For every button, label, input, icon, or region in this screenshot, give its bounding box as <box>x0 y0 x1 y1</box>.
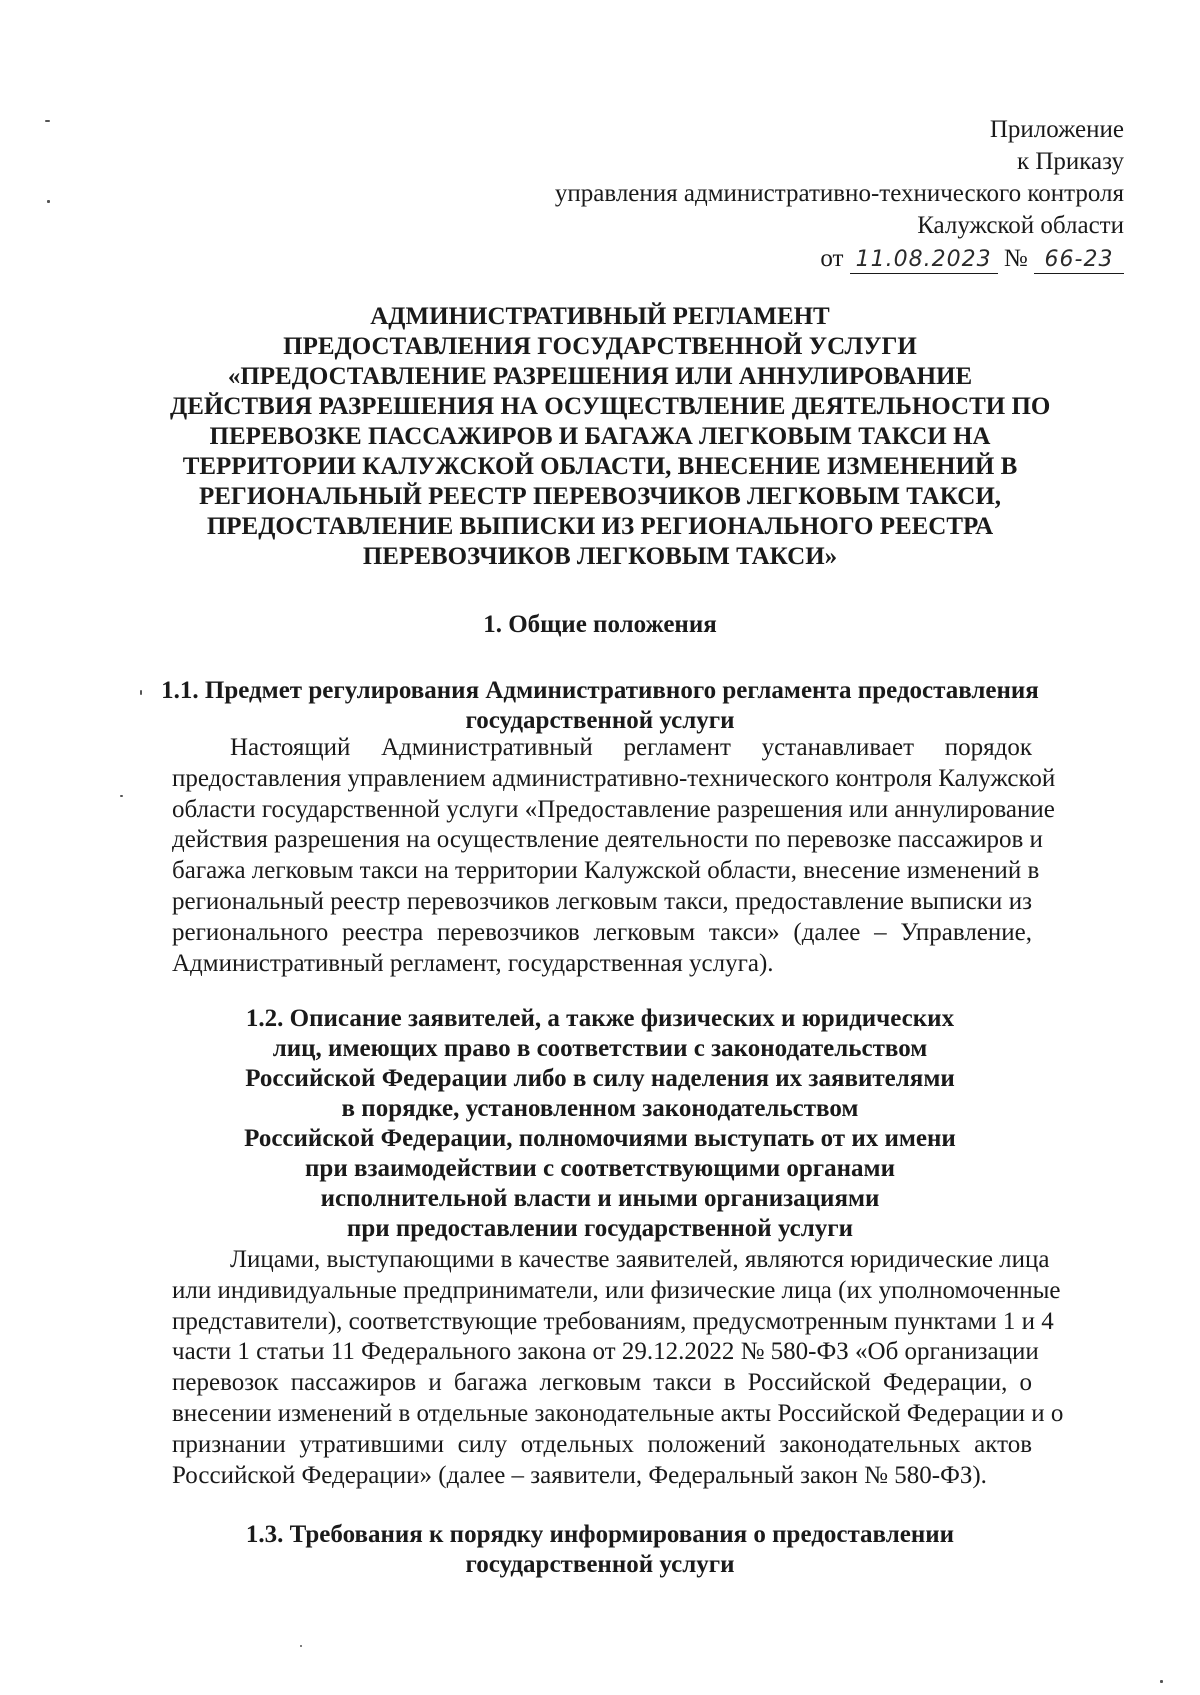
title-line: РЕГИОНАЛЬНЫЙ РЕЕСТР ПЕРЕВОЗЧИКОВ ЛЕГКОВЫМ ТАКСИ, <box>198 483 1002 510</box>
section-heading-line: лиц, имеющих право в соответствии с законодательством <box>272 1035 928 1062</box>
title-line: ПРЕДОСТАВЛЕНИЯ ГОСУДАРСТВЕННОЙ УСЛУГИ <box>283 333 917 360</box>
title-line: «ПРЕДОСТАВЛЕНИЕ РАЗРЕШЕНИЯ ИЛИ АННУЛИРОВАНИЕ <box>227 363 973 390</box>
paragraph-line: или индивидуальные предприниматели, или физические лица (их уполномоченные <box>172 1276 1061 1304</box>
appendix-line: Приложение <box>989 116 1124 143</box>
paragraph-line: представители), соответствующие требованиям, предусмотренным пунктами 1 и 4 <box>172 1307 1054 1335</box>
scan-speck <box>45 120 50 122</box>
appendix-line: управления административно-технического контроля <box>554 180 1124 207</box>
appendix-line: к Приказу <box>1016 148 1124 175</box>
appendix-date-line <box>555 243 1124 275</box>
section-heading-line: Российской Федерации либо в силу наделения их заявителями <box>245 1065 955 1092</box>
appendix-header <box>555 114 1124 275</box>
scan-speck <box>140 690 142 695</box>
paragraph-line: области государственной услуги «Предоставление разрешения или аннулирование <box>172 795 1055 823</box>
paragraph-line: действия разрешения на осуществление деятельности по перевозке пассажиров и <box>172 826 1043 854</box>
scan-speck <box>120 795 123 797</box>
section-heading-line: при предоставлении государственной услуги <box>346 1215 854 1242</box>
paragraph-line: Российской Федерации» (далее – заявители, Федеральный закон № 580-ФЗ). <box>172 1461 987 1489</box>
section-heading-line: 1.2. Описание заявителей, а также физических и юридических <box>245 1005 955 1032</box>
title-line: АДМИНИСТРАТИВНЫЙ РЕГЛАМЕНТ <box>370 303 830 330</box>
paragraph-line: внесении изменений в отдельные законодательные акты Российской Федерации и о <box>172 1399 1064 1427</box>
scan-speck <box>47 200 50 203</box>
paragraph-line: Настоящий Административный регламент устанавливает порядок <box>230 734 1032 761</box>
paragraph-line: предоставления управлением административно-технического контроля Калужской <box>172 764 1056 792</box>
section-1-3-heading <box>170 1520 1030 1580</box>
section-heading-line: 1.1. Предмет регулирования Административного регламента предоставления <box>161 677 1039 704</box>
paragraph-line: регионального реестра перевозчиков легковым такси» (далее – Управление, <box>172 918 1032 946</box>
title-line: ПЕРЕВОЗЧИКОВ ЛЕГКОВЫМ ТАКСИ» <box>362 543 838 570</box>
scan-speck <box>300 1645 302 1647</box>
section-heading-line: в порядке, установленном законодательством <box>341 1095 859 1122</box>
title-line: ТЕРРИТОРИИ КАЛУЖСКОЙ ОБЛАСТИ, ВНЕСЕНИЕ ИЗМЕНЕНИЙ В <box>182 453 1018 480</box>
number-sign: № <box>1003 245 1028 272</box>
paragraph-line: перевозок пассажиров и багажа легковым такси в Российской Федерации, о <box>172 1369 1032 1397</box>
section-1-2-heading <box>170 1004 1030 1244</box>
section-heading-line: государственной услуги <box>465 707 735 734</box>
title-line: ДЕЙСТВИЯ РАЗРЕШЕНИЯ НА ОСУЩЕСТВЛЕНИЕ ДЕЯТЕЛЬНОСТИ ПО <box>170 393 1051 420</box>
paragraph-line: Административный регламент, государственная услуга). <box>172 949 774 977</box>
paragraph-line: региональный реестр перевозчиков легковым такси, предоставление выписки из <box>172 887 1032 915</box>
section-heading-line: Российской Федерации, полномочиями выступать от их имени <box>244 1125 956 1152</box>
section-heading-line: 1.3. Требования к порядку информирования о предоставлении <box>245 1521 955 1548</box>
date-prefix: от <box>820 245 844 272</box>
title-line: ПРЕДОСТАВЛЕНИЕ ВЫПИСКИ ИЗ РЕГИОНАЛЬНОГО РЕЕСТРА <box>206 513 994 540</box>
handwritten-number: 66-23 <box>1034 247 1124 274</box>
paragraph-line: багажа легковым такси на территории Калужской области, внесение изменений в <box>172 857 1040 885</box>
section-heading-line: государственной услуги <box>465 1551 735 1578</box>
paragraph-line: Лицами, выступающими в качестве заявителей, являются юридические лица <box>230 1246 1050 1273</box>
section-heading-line: при взаимодействии с соответствующими органами <box>305 1155 895 1182</box>
paragraph-line: признании утратившими силу отдельных положений законодательных актов <box>172 1430 1032 1458</box>
appendix-line: Калужской области <box>917 212 1124 239</box>
section-1-heading <box>170 610 1030 640</box>
section-heading-line: исполнительной власти и иными организациями <box>320 1185 880 1212</box>
section-1-2-paragraph <box>172 1245 1064 1491</box>
title-line: ПЕРЕВОЗКЕ ПАССАЖИРОВ И БАГАЖА ЛЕГКОВЫМ ТАКСИ НА <box>209 423 991 450</box>
scan-speck <box>1160 1680 1163 1683</box>
handwritten-date: 11.08.2023 <box>850 247 998 274</box>
section-1-1-paragraph <box>172 733 1056 979</box>
section-1-1-heading <box>160 676 1040 736</box>
paragraph-line: части 1 статьи 11 Федерального закона от 29.12.2022 № 580-ФЗ «Об организации <box>172 1338 1039 1366</box>
document-title <box>170 302 1051 572</box>
section-heading-line: 1. Общие положения <box>483 611 717 638</box>
